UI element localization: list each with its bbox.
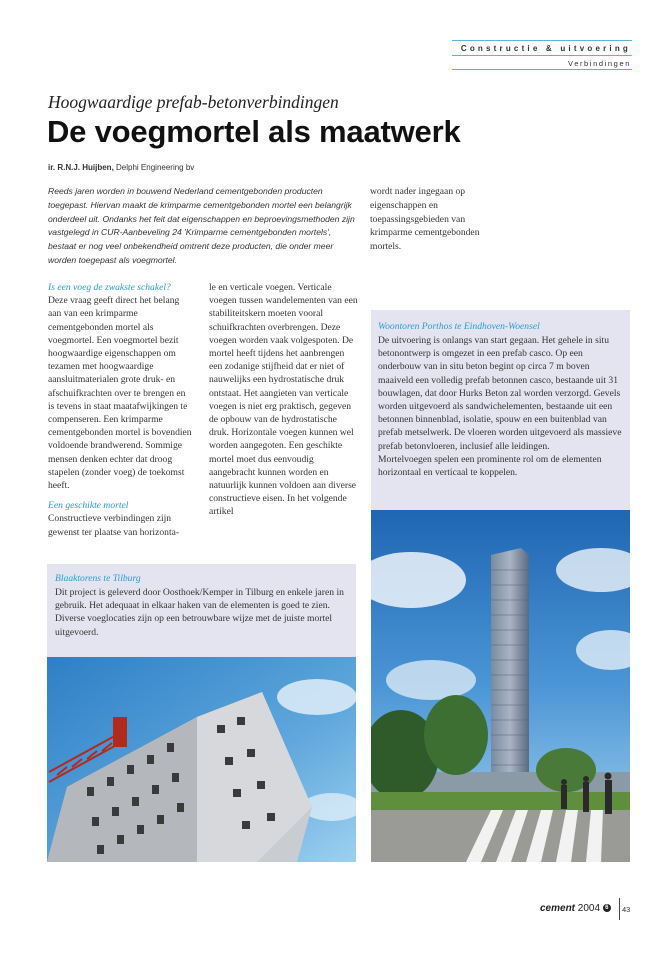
section-label: Constructie & uitvoering xyxy=(460,44,631,53)
footer-brand-name: cement xyxy=(540,903,576,914)
body-column-1 xyxy=(48,281,194,539)
body-paragraph-2: Constructieve verbindingen zijn gewenst ter plaatse van horizonta- xyxy=(48,513,180,538)
article-intro-continued: wordt nader ingegaan op eigenschappen en toepassingsgebieden van krimparme cementgebonden mortels. xyxy=(370,186,480,253)
caption-title-blaaktorens: Blaaktorens te Tilburg xyxy=(55,573,141,584)
caption-title-porthos: Woontoren Porthos te Eindhoven-Woensel xyxy=(378,321,540,332)
body-paragraph-1: Deze vraag geeft direct het belang aan van een krimparme cementgebonden mortel als voegmortel. Een voegmortel bezit hoogwaardige eigenschappen om tezamen met hoogwaardige aansluitmaterialen grote druk- en afschuifkrachten over te brengen en is tevens in staat maatafwijkingen te compenseren. Een krimparme cementgebonden mortel is bovendien voldoende brandwerend. Sommige mensen denken echter dat droog stapelen (zonder voeg) de toekomst heeft. xyxy=(48,295,192,492)
author-affiliation: Delphi Engineering bv xyxy=(116,163,195,172)
footer-divider xyxy=(619,898,620,920)
header-rule-top xyxy=(452,40,632,41)
header-rule-bottom xyxy=(452,69,632,70)
issue-badge-icon: 6 xyxy=(603,904,611,912)
photo-porthos xyxy=(371,510,630,862)
caption-box-porthos xyxy=(371,310,630,510)
photo-porthos-illustration xyxy=(371,510,630,862)
article-intro: Reeds jaren worden in bouwend Nederland cementgebonden producten toegepast. Hiervan maakt de krimparme cementgebonden mortel een belangrijk onderdeel uit. Ondanks het feit dat eigenschappen en beproevingsmethoden zijn vastgelegd in CUR-Aanbeveling 24 'Krimparme cementgebonden mortels', bestaat er nog veel onbekendheid omtrent deze producten, die onder meer worden toegepast als voegmortel. xyxy=(48,186,355,265)
author-name: ir. R.N.J. Huijben, xyxy=(48,163,114,172)
caption-text-porthos-2: Mortelvoegen spelen een prominente rol om de elementen horizontaal en verticaal te koppelen. xyxy=(378,453,602,479)
caption-text-blaaktorens: Dit project is geleverd door Oosthoek/Kemper in Tilburg en enkele jaren in gebruik. Het adequaat in elkaar haken van de elementen is goed te zien. Diverse voeglocaties zijn op een betrouwbare wijze met de juiste mortel uitgevoerd. xyxy=(55,587,344,638)
caption-text-porthos-1: De uitvoering is onlangs van start gegaan. Het gehele in situ betonontwerp is omgezet in een prefab casco. Op een onderbouw van in situ beton begint op circa 7 m boven maaiveld een volledig prefab betonnen casco, bestaande uit 31 bouwlagen, dat door Hurks Beton zal worden verzorgd. Gevels worden uitgevoerd als sandwichelementen, bestaande uit een betonnen binnenblad, isolatie, spouw en een buitenblad van prefab metselwerk. De vloeren worden uitgevoerd als massieve prefab betonvloeren, inclusief alle leidingen. xyxy=(378,335,622,452)
subsection-label: Verbindingen xyxy=(568,59,631,68)
article-byline xyxy=(48,163,194,172)
body-column-2 xyxy=(209,281,358,519)
subhead-weakest-link: Is een voeg de zwakste schakel? xyxy=(48,282,171,293)
photo-blaaktorens-illustration xyxy=(47,657,356,862)
subhead-suitable-mortar: Een geschikte mortel xyxy=(48,500,129,512)
article-title: De voegmortel als maatwerk xyxy=(47,114,461,149)
photo-blaaktorens xyxy=(47,657,356,862)
page-number: 43 xyxy=(622,905,631,914)
header-rule-mid xyxy=(452,55,632,56)
footer-brand xyxy=(540,903,611,914)
body-paragraph-3: le en verticale voegen. Verticale voegen tussen wandelementen van een stabiliteitskern moeten vooral schuifkrachten overbrengen. Deze voegen worden vaak volgespoten. De mortel heeft tijdens het aanbrengen een zodanige stijfheid dat er niet of nauwelijks een hydrostatische druk ontstaat. Het aangieten van verticale voegen is niet erg praktisch, gegeven de opbouw van de hydrostatische druk. Horizontale voegen kunnen wel worden aangegoten. Een geschikte mortel moet dus eenvoudig aangebracht kunnen worden en natuurlijk kunnen voldoen aan diverse constructieve eisen. In het volgende artikel xyxy=(209,282,358,518)
caption-text-porthos xyxy=(378,334,624,479)
caption-box-blaaktorens xyxy=(47,564,356,657)
footer-year: 2004 xyxy=(577,903,601,914)
article-kicker: Hoogwaardige prefab-betonverbindingen xyxy=(48,92,339,112)
